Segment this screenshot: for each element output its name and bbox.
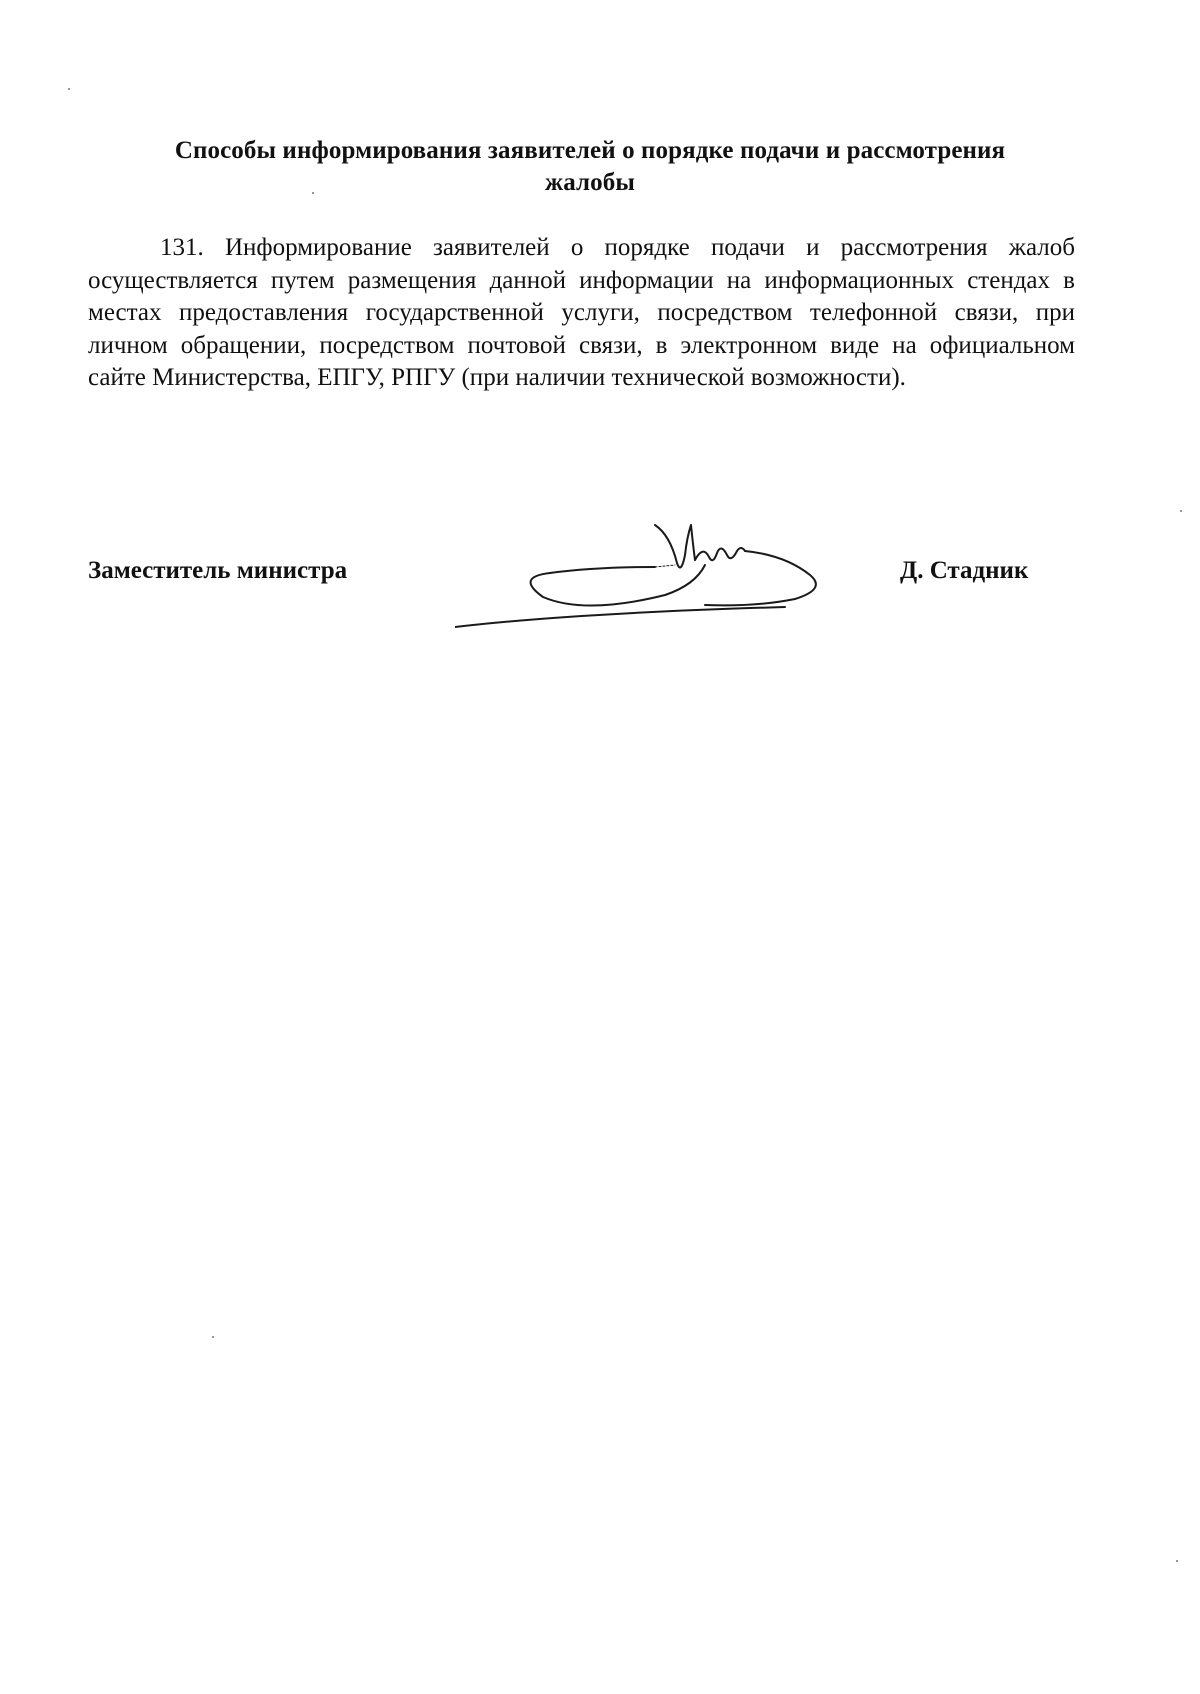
scan-speck <box>212 1336 214 1338</box>
heading-line-2: жалобы <box>545 169 635 196</box>
scan-speck <box>1180 510 1182 512</box>
document-heading <box>90 135 1090 199</box>
signatory-role: Заместитель министра <box>88 557 348 584</box>
scan-speck <box>1176 1560 1178 1562</box>
body-paragraph <box>88 232 1075 395</box>
heading-line-1: Способы информирования заявителей о порядке подачи и рассмотрения <box>174 137 1006 164</box>
handwritten-signature <box>455 515 845 630</box>
paragraph-text: . Информирование заявителей о порядке подачи и рассмотрения жалоб осуществляется путем размещения данной информации на информационных стендах в местах предоставления государственной услуги, посредством телефонной связи, при личном обращении, посредством почтовой связи, в электронном виде на официальном сайте Министерства, ЕПГУ, РПГУ (при наличии технической возможности). <box>88 234 1075 391</box>
paragraph-number: 131 <box>160 234 198 261</box>
signatory-name: Д. Стадник <box>900 557 1029 584</box>
scan-speck <box>312 192 314 194</box>
scan-speck <box>68 88 70 90</box>
